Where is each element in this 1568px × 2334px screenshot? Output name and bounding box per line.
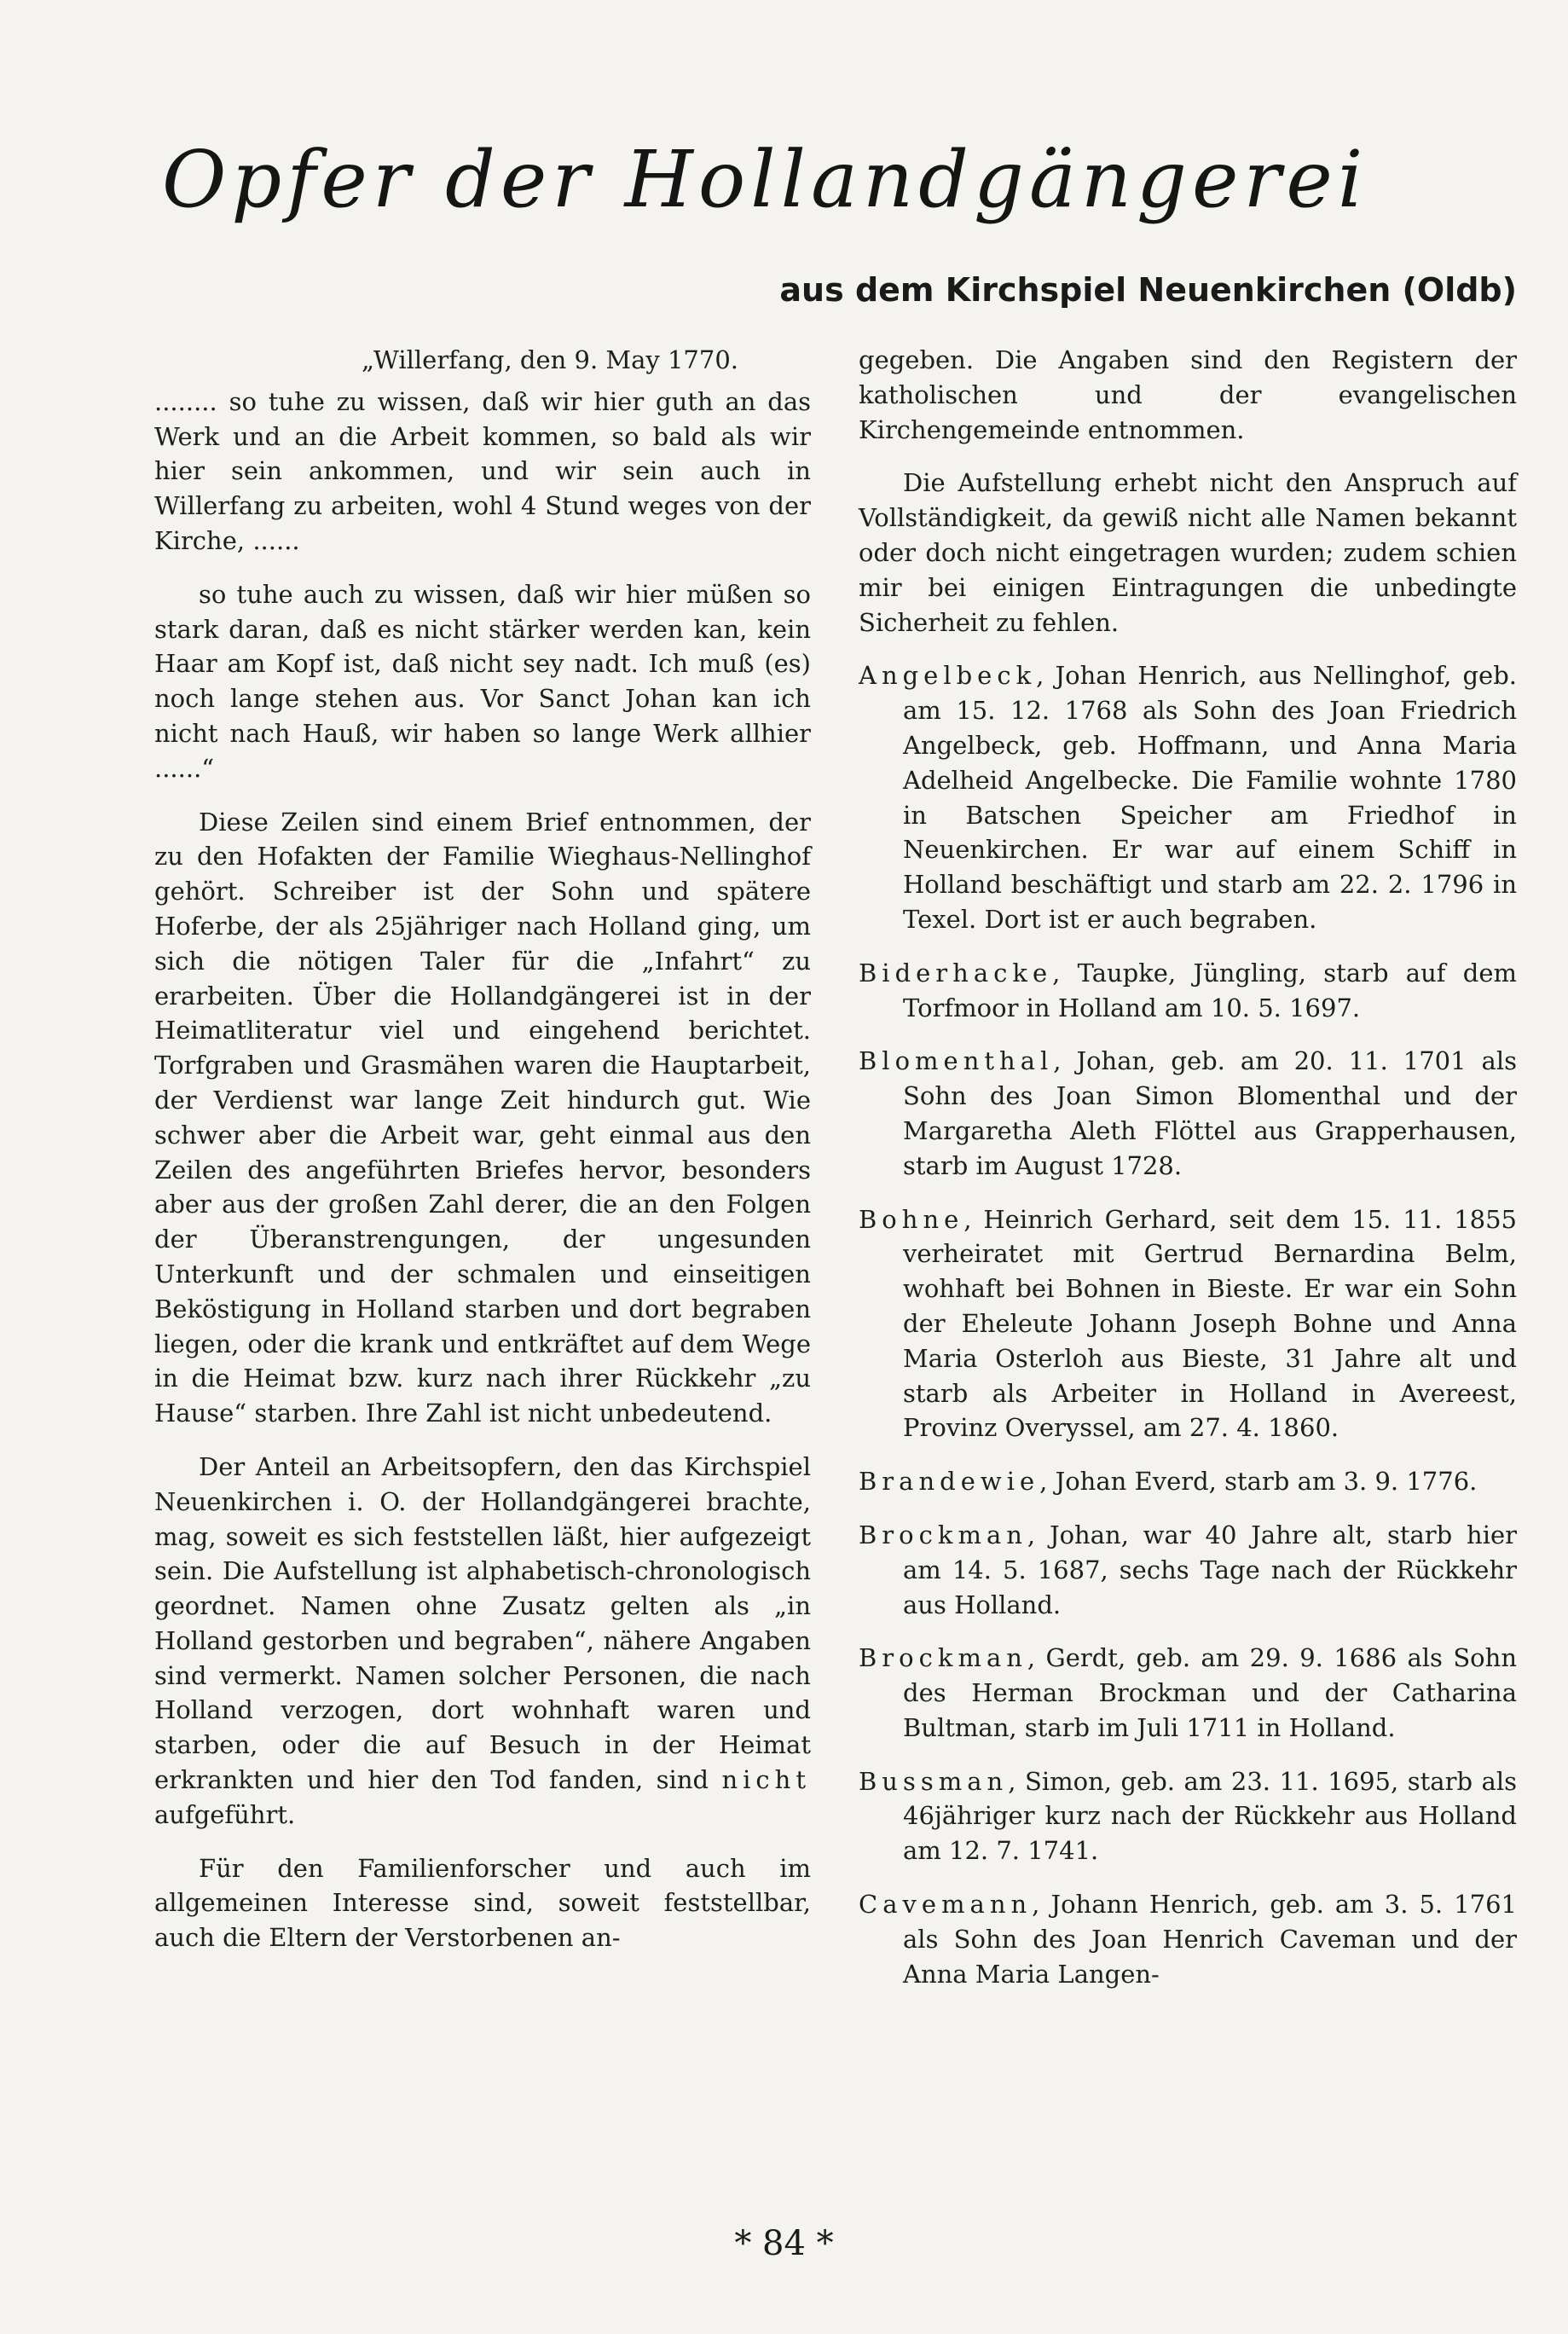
- victim-list: [859, 658, 1517, 1991]
- list-item: [859, 956, 1517, 1026]
- entry-details: , Johan Everd, starb am 3. 9. 1776.: [1039, 1467, 1478, 1497]
- entry-details: , Johan, war 40 Jahre alt, starb hier am 14. 5. 1687, sechs Tage nach der Rückkehr aus Holland.: [903, 1520, 1517, 1619]
- article-title: Opfer der Hollandgängerei: [162, 134, 1368, 225]
- letter-excerpt-1: ........ so tuhe zu wissen, daß wir hier guth an das Werk und an die Arbeit kommen, so bald als wir hier sein ankommen, und wir sein auch in Willerfang zu arbeiten, wohl 4 Stund weges von der Kirche, ......: [154, 386, 811, 555]
- list-item: [859, 1464, 1517, 1499]
- entry-details: , Johan, geb. am 20. 11. 1701 als Sohn des Joan Simon Blomenthal und der Margaretha Aleth Flöttel aus Grapperhausen, starb im August 1728.: [903, 1046, 1517, 1180]
- entry-surname: Angelbeck: [859, 661, 1037, 691]
- completeness-paragraph: Die Aufstellung erhebt nicht den Anspruch auf Vollständigkeit, da gewiß nicht alle Namen bekannt oder doch nicht eingetragen wurden; zudem schien mir bei einigen Eintragungen die unbedingte Sicherheit zu fehlen.: [859, 468, 1517, 637]
- sources-paragraph: gegeben. Die Angaben sind den Registern der katholischen und der evangelischen Kirchengemeinde entnommen.: [859, 345, 1517, 444]
- entry-surname: Cavemann: [859, 1890, 1033, 1920]
- entry-details: , Heinrich Gerhard, seit dem 15. 11. 1855 verheiratet mit Gertrud Bernardina Belm, wohhaft bei Bohnen in Bieste. Er war ein Sohn der Eheleute Johann Joseph Bohne und Anna Maria Osterloh aus Bieste, 31 Jahre alt und starb als Arbeiter in Holland in Avereest, Provinz Overyssel, am 27. 4. 1860.: [903, 1204, 1517, 1443]
- entry-surname: Blomenthal: [859, 1046, 1054, 1076]
- list-item: [859, 1518, 1517, 1622]
- list-item: [859, 658, 1517, 936]
- list-item: [859, 1044, 1517, 1183]
- entry-surname: Biderhacke: [859, 958, 1053, 987]
- article-subtitle: aus dem Kirchspiel Neuenkirchen (Oldb): [779, 271, 1517, 309]
- right-column: [859, 343, 1517, 2010]
- entry-surname: Brockman: [859, 1643, 1027, 1673]
- entry-surname: Brandewie: [859, 1467, 1040, 1497]
- letter-dateline: „Willerfang, den 9. May 1770.: [362, 345, 738, 374]
- entry-details: , Johann Henrich, geb. am 3. 5. 1761 als Sohn des Joan Henrich Caveman und der Anna Maria Langen-: [903, 1890, 1517, 1989]
- entry-surname: Brockman: [859, 1520, 1027, 1549]
- entry-surname: Bussman: [859, 1766, 1009, 1796]
- entry-details: , Simon, geb. am 23. 11. 1695, starb als 46jähriger kurz nach der Rückkehr aus Holland am 12. 7. 1741.: [903, 1766, 1517, 1866]
- left-column: [154, 343, 811, 1974]
- list-item: [859, 1887, 1517, 1991]
- intro-paragraph: Diese Zeilen sind einem Brief entnommen, der zu den Hofakten der Familie Wieghaus-Nellinghof gehört. Schreiber ist der Sohn und spätere Hoferbe, der als 25jähriger nach Holland ging, um sich die nötigen Taler für die „Infahrt“ zu erarbeiten. Über die Hollandgängerei ist in der Heimatliteratur viel und eingehend berichtet. Torfgraben und Grasmähen waren die Hauptarbeit, der Verdienst war lange Zeit hindurch gut. Wie schwer aber die Arbeit war, geht einmal aus den Zeilen des angeführten Briefes hervor, besonders aber aus der großen Zahl derer, die an den Folgen der Überanstrengungen, der ungesunden Unterkunft und der schmalen und einseitigen Beköstigung in Holland starben und dort begraben liegen, oder die krank und entkräftet auf dem Wege in die Heimat bzw. kurz nach ihrer Rückkehr „zu Hause“ starben. Ihre Zahl ist nicht unbedeutend.: [154, 807, 811, 1428]
- entry-details: , Gerdt, geb. am 29. 9. 1686 als Sohn des Herman Brockman und der Catharina Bultman, starb im Juli 1711 in Holland.: [903, 1643, 1517, 1742]
- letter-excerpt-2: so tuhe auch zu wissen, daß wir hier müßen so stark daran, daß es nicht stärker werden kan, kein Haar am Kopf ist, daß nicht sey nadt. Ich muß (es) noch lange stehen aus. Vor Sanct Johan kan ich nicht nach Hauß, wir haben so lange Werk allhier ......“: [154, 579, 811, 783]
- entry-details: , Taupke, Jüngling, starb auf dem Torfmoor in Holland am 10. 5. 1697.: [903, 958, 1517, 1022]
- entry-surname: Bohne: [859, 1204, 964, 1234]
- method-paragraph: Der Anteil an Arbeitsopfern, den das Kirchspiel Neuenkirchen i. O. der Hollandgängerei brachte, mag, soweit es sich feststellen läßt, hier aufgezeigt sein. Die Aufstellung ist alphabetisch-chronologisch geordnet. Namen ohne Zusatz gelten als „in Holland gestorben und begraben“, nähere Angaben sind vermerkt. Namen solcher Personen, die nach Holland verzogen, dort wohnhaft waren und starben, oder die auf Besuch in der Heimat erkrankten und hier den Tod fanden, sind nicht aufgeführt.: [154, 1451, 811, 1829]
- emphasis-nicht: nicht: [721, 1765, 811, 1795]
- entry-details: , Johan Henrich, aus Nellinghof, geb. am 15. 12. 1768 als Sohn des Joan Friedrich Angelbeck, geb. Hoffmann, und Anna Maria Adelheid Angelbecke. Die Familie wohnte 1780 in Batschen Speicher am Friedhof in Neuenkirchen. Er war auf einem Schiff in Holland beschäftigt und starb am 22. 2. 1796 in Texel. Dort ist er auch begraben.: [903, 661, 1517, 934]
- page-number: * 84 *: [734, 2224, 834, 2263]
- list-item: [859, 1641, 1517, 1745]
- parents-paragraph: Für den Familienforscher und auch im allgemeinen Interesse sind, soweit feststellbar, auch die Eltern der Verstorbenen an-: [154, 1853, 811, 1953]
- list-item: [859, 1764, 1517, 1868]
- list-item: [859, 1202, 1517, 1446]
